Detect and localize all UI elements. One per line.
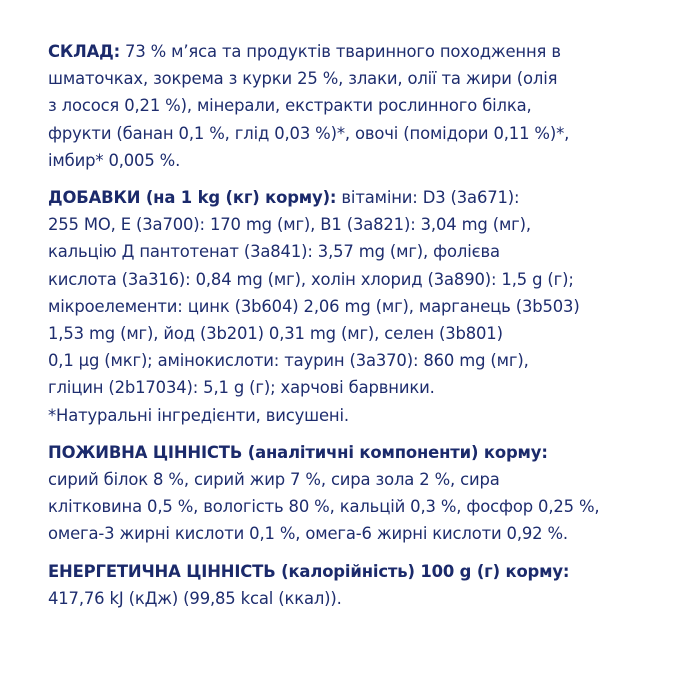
additives-text: вітаміни: D3 (3а671):	[336, 188, 520, 208]
nutrition-line-2: клітковина 0,5 %, вологість 80 %, кальцій 0,3 %, фосфор 0,25 %,	[48, 497, 600, 517]
nutrition-section	[48, 439, 668, 548]
energy-heading: ЕНЕРГЕТИЧНА ЦІННІСТЬ (калорійність) 100 g (г) корму:	[48, 561, 570, 581]
additives-line-2: 255 МО, Е (3а700): 170 mg (мг), В1 (3а821): 3,04 mg (мг),	[48, 215, 531, 235]
additives-line-4: кислота (3а316): 0,84 mg (мг), холін хлорид (3а890): 1,5 g (г);	[48, 269, 574, 289]
composition-line-4: фрукти (банан 0,1 %, глід 0,03 %)*, овочі (помідори 0,11 %)*,	[48, 123, 570, 143]
nutrition-line-3: омега-3 жирні кислоти 0,1 %, омега-6 жирні кислоти 0,92 %.	[48, 524, 568, 544]
composition-heading: СКЛАД:	[48, 42, 120, 61]
additives-section	[48, 184, 668, 429]
additives-heading: ДОБАВКИ (на 1 kg (кг) корму):	[48, 188, 337, 208]
additives-line-5: мікроелементи: цинк (3b604) 2,06 mg (мг), марганець (3b503)	[48, 296, 580, 316]
product-label-text	[48, 38, 668, 622]
energy-section	[48, 558, 668, 612]
additives-line-3: кальцію Д пантотенат (3а841): 3,57 mg (мг), фолієва	[48, 242, 500, 262]
additives-line-7: 0,1 µg (мкг); амінокислоти: таурин (3а370): 860 mg (мг),	[48, 351, 529, 371]
nutrition-line-1: сирий білок 8 %, сирий жир 7 %, сира зола 2 %, сира	[48, 470, 500, 490]
composition-line-5: імбир* 0,005 %.	[48, 150, 181, 170]
composition-text: 73 % м’яса та продуктів тваринного походження в	[119, 42, 561, 61]
composition-section	[48, 38, 668, 174]
additives-line-6: 1,53 mg (мг), йод (3b201) 0,31 mg (мг), селен (3b801)	[48, 324, 503, 344]
additives-line-8: гліцин (2b17034): 5,1 g (г); харчові барвники.	[48, 378, 435, 398]
composition-line-2: шматочках, зокрема з курки 25 %, злаки, олії та жири (олія	[48, 69, 558, 89]
additives-line-1	[48, 184, 668, 211]
energy-value: 417,76 kJ (кДж) (99,85 kcal (ккал)).	[48, 588, 342, 608]
composition-line-3: з лосося 0,21 %), мінерали, екстракти рослинного білка,	[48, 96, 532, 116]
nutrition-heading: ПОЖИВНА ЦІННІСТЬ (аналітичні компоненти) корму:	[48, 442, 548, 462]
composition-line-1	[48, 38, 668, 65]
natural-ingredients-note: *Натуральні інгредієнти, висушені.	[48, 405, 349, 425]
